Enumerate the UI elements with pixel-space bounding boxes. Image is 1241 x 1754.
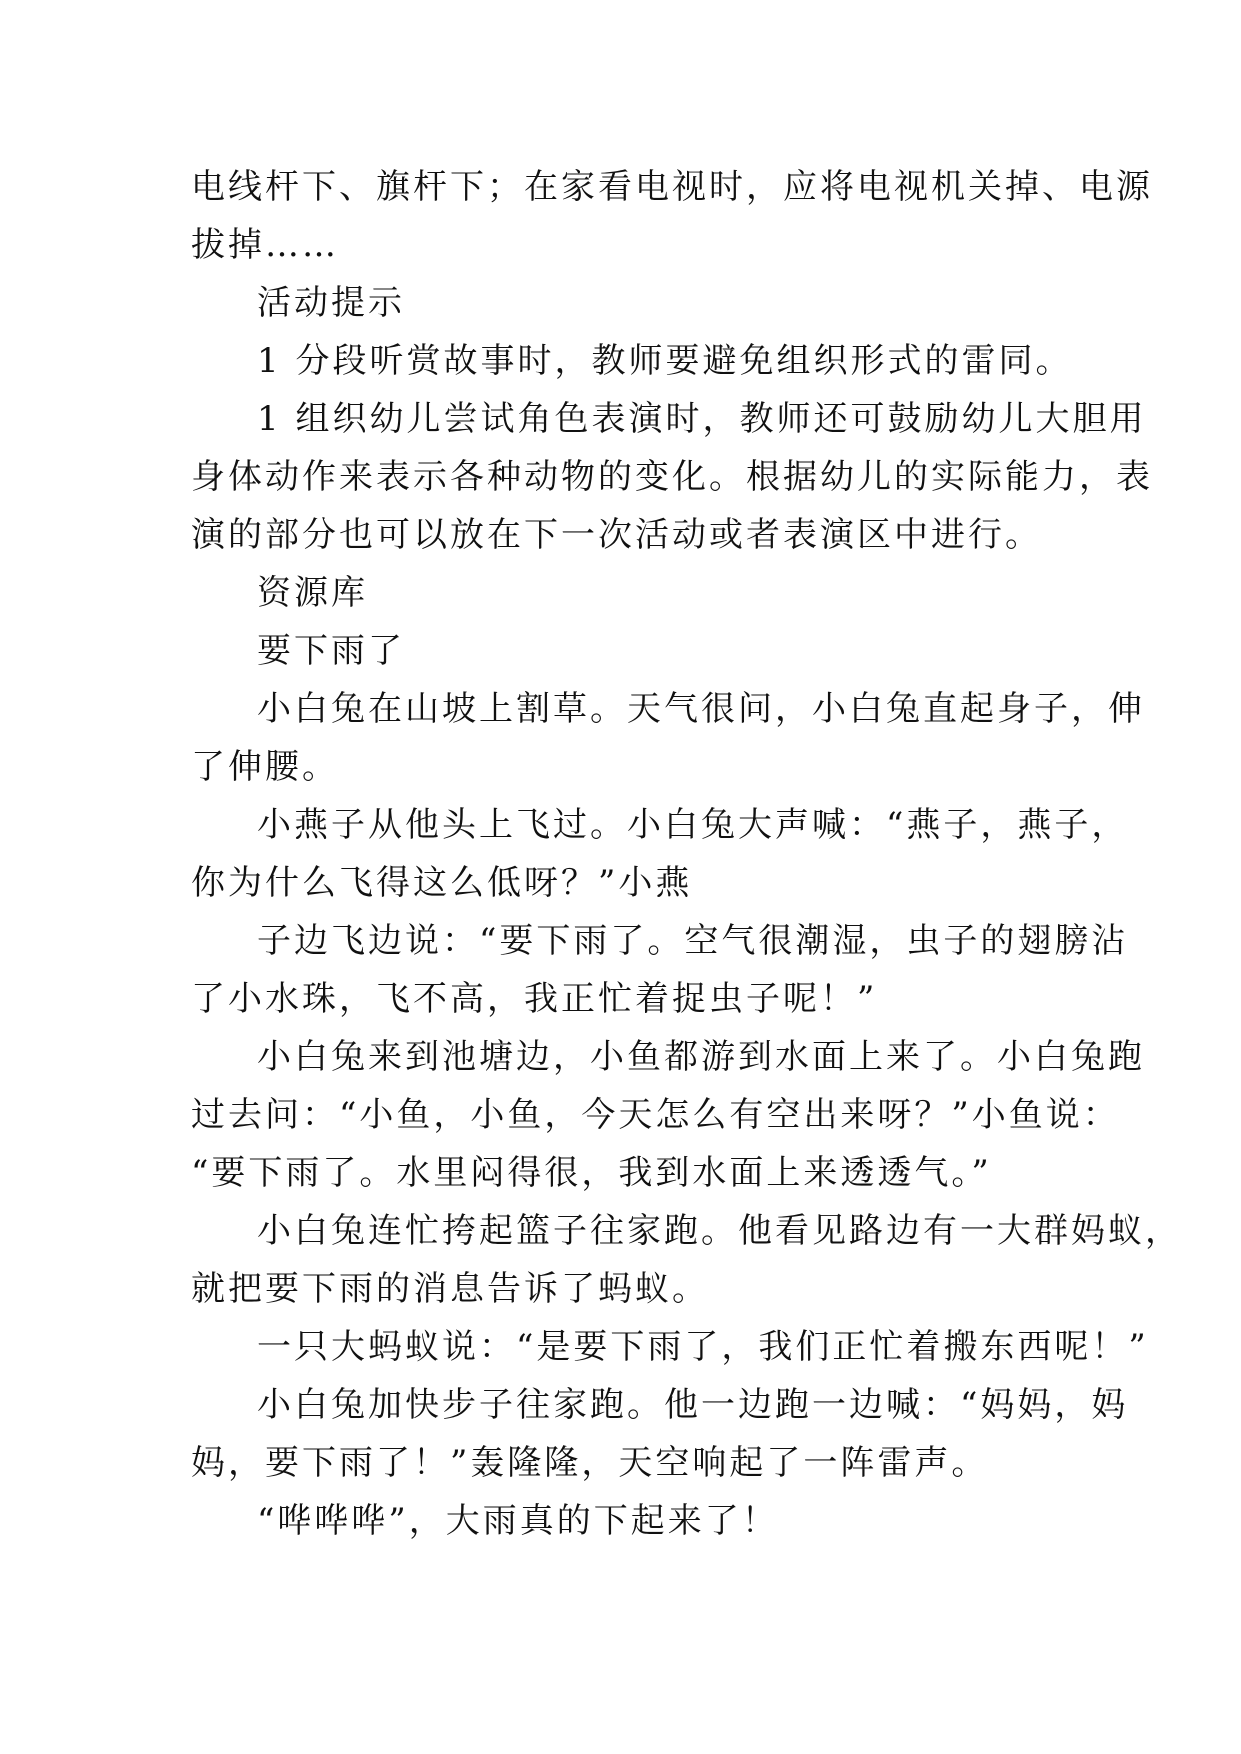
text-line: 了小水珠，飞不高，我正忙着捉虫子呢！”	[191, 979, 878, 1019]
text-line: 资源库	[257, 573, 368, 613]
text-line: 就把要下雨的消息告诉了蚂蚁。	[191, 1269, 709, 1309]
text-line: 要下雨了	[257, 631, 405, 671]
text-line: 活动提示	[257, 283, 405, 323]
text-line: 电线杆下、旗杆下；在家看电视时，应将电视机关掉、电源	[191, 167, 1153, 207]
text-line: 小白兔来到池塘边，小鱼都游到水面上来了。小白兔跑	[257, 1037, 1145, 1077]
text-line: 小白兔连忙挎起篮子往家跑。他看见路边有一大群妈蚁，	[257, 1211, 1182, 1251]
text-line: 演的部分也可以放在下一次活动或者表演区中进行。	[191, 515, 1042, 555]
text-line: 小白兔加快步子往家跑。他一边跑一边喊：“妈妈，妈	[257, 1385, 1129, 1425]
text-line: 小燕子从他头上飞过。小白兔大声喊：“燕子，燕子，	[257, 805, 1129, 845]
text-line: 过去问：“小鱼，小鱼，今天怎么有空出来呀？”小鱼说：	[191, 1095, 1120, 1135]
text-line: 小白兔在山坡上割草。天气很问，小白兔直起身子，伸	[257, 689, 1145, 729]
text-line: 拔掉……	[191, 225, 339, 265]
text-line: 身体动作来表示各种动物的变化。根据幼儿的实际能力，表	[191, 457, 1153, 497]
text-line: 你为什么飞得这么低呀？”小燕	[191, 863, 693, 903]
text-line: 1 分段听赏故事时，教师要避免组织形式的雷同。	[257, 341, 1073, 381]
text-line: 一只大蚂蚁说：“是要下雨了，我们正忙着搬东西呢！”	[257, 1327, 1149, 1367]
text-line: “要下雨了。水里闷得很，我到水面上来透透气。”	[191, 1153, 992, 1193]
document-body	[191, 158, 1182, 1550]
text-line: “哗哗哗”，大雨真的下起来了！	[257, 1501, 779, 1541]
text-line: 1 组织幼儿尝试角色表演时，教师还可鼓励幼儿大胆用	[257, 399, 1147, 439]
text-line: 子边飞边说：“要下雨了。空气很潮湿，虫子的翅膀沾	[257, 921, 1129, 961]
text-line: 妈，要下雨了！”轰隆隆，天空响起了一阵雷声。	[191, 1443, 989, 1483]
text-line: 了伸腰。	[191, 747, 339, 787]
